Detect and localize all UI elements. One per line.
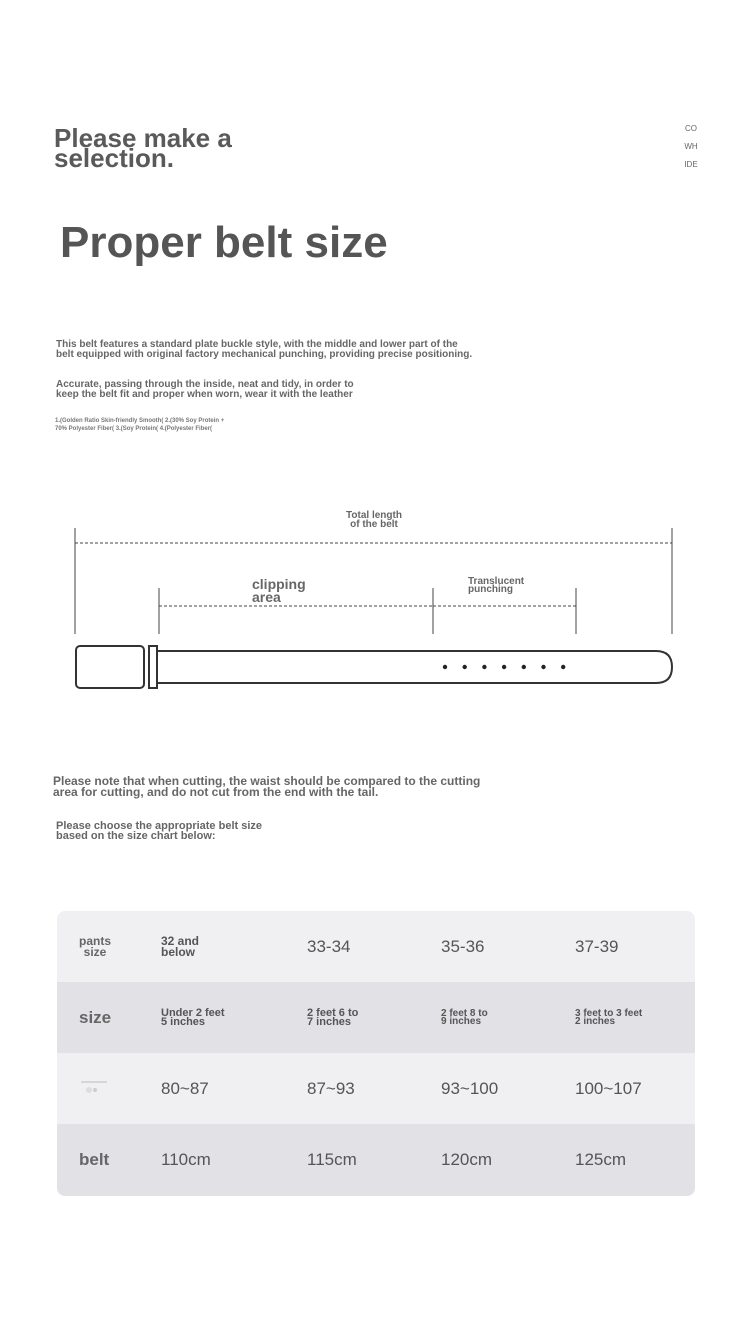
side-vertical-label: COWHIDE [684, 124, 698, 169]
description-paragraph-2: Accurate, passing through the inside, neat and tidy, in order to keep the belt fit and proper when worn, wear it with the leather [56, 379, 354, 400]
belt-hole [502, 665, 506, 669]
table-cell: 100~107 [575, 1078, 642, 1098]
belt-hole [482, 665, 486, 669]
belt-buckle-plate [76, 646, 144, 688]
table-cell: 80~87 [161, 1078, 209, 1098]
table-row-size [57, 982, 695, 1053]
material-list: 1.(Golden Ratio Skin-friendly Smooth( 2.(30% Soy Protein + 70% Polyester Fiber( 3.(Soy Protein( 4.(Polyester Fiber( [55, 418, 225, 432]
table-cell: 37-39 [575, 936, 619, 956]
table-cell: 120cm [441, 1149, 493, 1169]
size-table [57, 911, 695, 1196]
table-cell: 35-36 [441, 936, 485, 956]
table-cell: 32 and below [161, 933, 200, 959]
table-cell: 93~100 [441, 1078, 499, 1098]
waist-icon [79, 1080, 109, 1097]
table-cell: 2 feet 8 to 9 inches [441, 1007, 488, 1027]
total-length-label: Total length of the belt [346, 510, 402, 530]
belt-strap [155, 651, 672, 683]
table-cell: 110cm [161, 1149, 211, 1169]
belt-diagram [0, 500, 750, 700]
belt-hole [463, 665, 467, 669]
belt-buckle-bar [149, 646, 157, 688]
table-cell: 115cm [307, 1149, 357, 1169]
table-cell: 125cm [575, 1149, 627, 1169]
belt-hole [541, 665, 545, 669]
table-cell: 2 feet 6 to 7 inches [307, 1006, 359, 1028]
clipping-area-label: clipping area [252, 576, 306, 605]
table-cell: 3 feet to 3 feet 2 inches [575, 1007, 643, 1027]
row-label-belt: belt [79, 1149, 110, 1169]
row-label-pants-size: pants size [79, 933, 112, 959]
belt-hole [561, 665, 565, 669]
punching-label: Translucent punching [468, 576, 525, 595]
table-row-belt [57, 1124, 695, 1196]
size-chart-note: Please choose the appropriate belt size based on the size chart below: [56, 820, 263, 842]
belt-hole [522, 665, 526, 669]
table-row-pants-size [57, 911, 695, 982]
table-row-waist [57, 1053, 695, 1124]
description-paragraph-1: This belt features a standard plate buckle style, with the middle and lower part of the belt equipped with original factory mechanical punching, providing precise positioning. [56, 339, 473, 360]
cutting-note: Please note that when cutting, the waist should be compared to the cutting area for cutting, and do not cut from the end with the tail. [53, 774, 481, 799]
belt-hole [443, 665, 447, 669]
selection-heading: Please make a selection. [54, 123, 232, 173]
row-label-size: size [79, 1007, 112, 1027]
page-title: Proper belt size [60, 218, 388, 267]
table-cell: Under 2 feet 5 inches [161, 1006, 225, 1028]
table-cell: 33-34 [307, 936, 351, 956]
table-cell: 87~93 [307, 1078, 355, 1098]
